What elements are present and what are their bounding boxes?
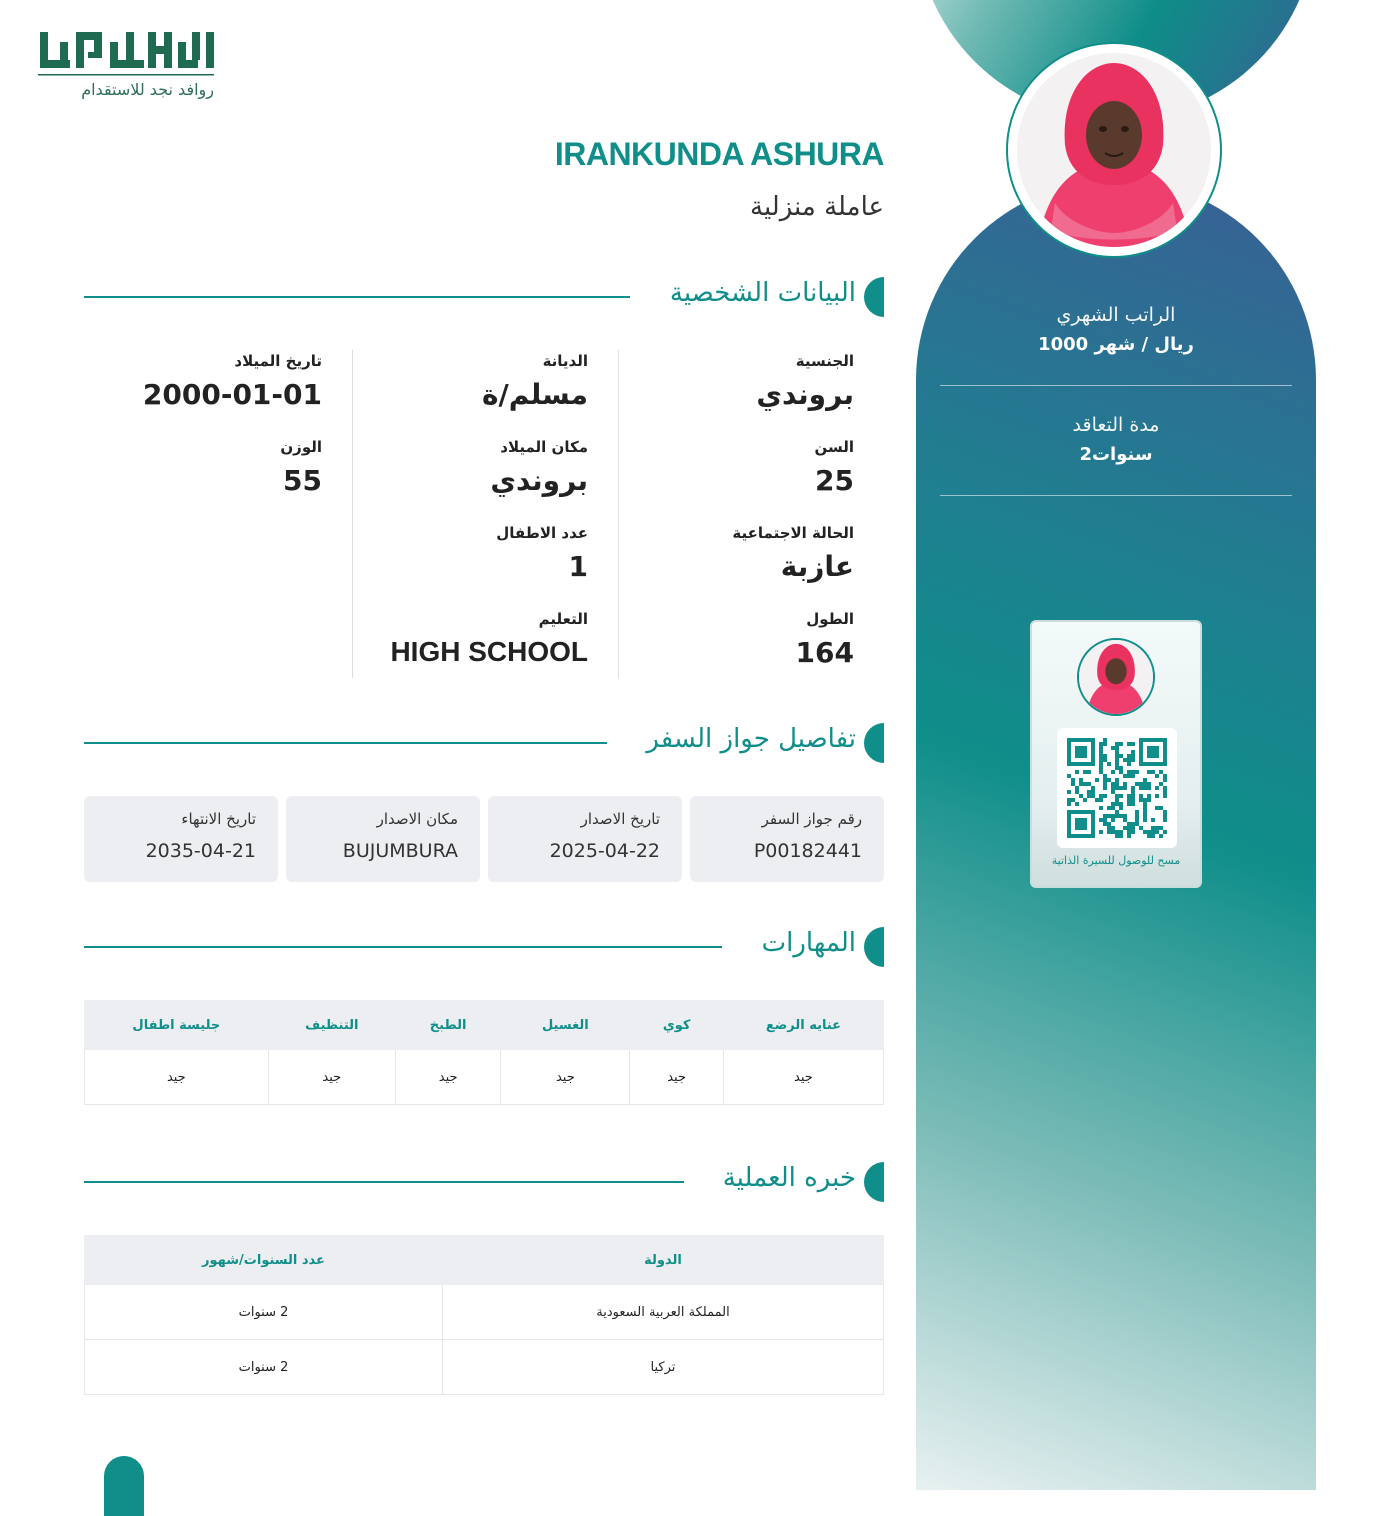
field-value: 2000-01-01: [142, 378, 322, 411]
section-experience-header: [84, 1161, 884, 1203]
salary-value: 1000 ريال / شهر: [1038, 334, 1194, 355]
field-value: بروندي: [490, 464, 588, 497]
skill-value: جيد: [395, 1050, 500, 1105]
experience-header: عدد السنوات/شهور: [85, 1236, 443, 1285]
passport-value: BUJUMBURA: [342, 840, 458, 862]
field-height: [604, 610, 854, 669]
profile-photo-frame: [1006, 42, 1222, 258]
passport-issue-date-card: [488, 796, 682, 882]
section-title: خبره العملية: [722, 1163, 856, 1193]
candidate-name: IRANKUNDA ASHURA: [554, 136, 884, 172]
field-weight: [72, 438, 322, 497]
section-title: البيانات الشخصية: [669, 278, 856, 308]
personal-column-3: [72, 352, 322, 552]
section-pill: [864, 1162, 884, 1202]
field-value: عازبة: [780, 550, 854, 583]
experience-country: تركيا: [442, 1340, 883, 1395]
section-personal-header: [84, 276, 884, 318]
contract-block: [940, 414, 1292, 465]
skill-header: الطبخ: [395, 1001, 500, 1050]
job-title: عاملة منزلية: [750, 192, 884, 222]
experience-header: الدولة: [442, 1236, 883, 1285]
passport-label: رقم جواز السفر: [761, 810, 862, 828]
skill-header: عنايه الرضع: [723, 1001, 883, 1050]
field-birthdate: [72, 352, 322, 411]
skill-header: التنظيف: [268, 1001, 395, 1050]
field-label: الطول: [806, 610, 854, 628]
skill-header: جليسة اطفال: [85, 1001, 269, 1050]
field-label: الوزن: [280, 438, 322, 456]
section-passport-header: [84, 722, 884, 764]
experience-table: [84, 1235, 884, 1395]
field-value: HIGH SCHOOL: [390, 636, 588, 667]
field-value: 25: [815, 464, 854, 497]
experience-country: المملكة العربية السعودية: [442, 1285, 883, 1340]
skill-header: الغسيل: [501, 1001, 630, 1050]
skill-value: جيد: [630, 1050, 723, 1105]
person-photo-icon: [1017, 53, 1211, 247]
contract-label: مدة التعاقد: [1072, 414, 1160, 436]
personal-column-1: [604, 352, 854, 682]
field-value: 164: [795, 636, 854, 669]
section-line: [84, 1181, 684, 1183]
field-value: بروندي: [756, 378, 854, 411]
field-label: تاريخ الميلاد: [234, 352, 322, 370]
experience-duration: 2 سنوات: [85, 1340, 443, 1395]
skill-header: كوي: [630, 1001, 723, 1050]
skills-table: [84, 1000, 884, 1105]
table-header-row: [85, 1236, 884, 1285]
skill-value: جيد: [85, 1050, 269, 1105]
section-skills-header: [84, 926, 884, 968]
section-line: [84, 296, 630, 298]
qr-code-graphic: [1057, 728, 1177, 848]
field-value: مسلم/ة: [482, 378, 588, 411]
passport-expiry-card: [84, 796, 278, 882]
field-label: السن: [814, 438, 854, 456]
column-divider: [352, 350, 353, 678]
field-label: عدد الاطفال: [496, 524, 588, 542]
skill-value: جيد: [501, 1050, 630, 1105]
person-photo-icon: [1079, 640, 1153, 714]
section-pill: [864, 927, 884, 967]
passport-label: تاريخ الاصدار: [580, 810, 660, 828]
passport-value: P00182441: [753, 840, 862, 862]
section-pill: [864, 723, 884, 763]
company-logo: [38, 28, 218, 104]
field-label: الجنسية: [795, 352, 854, 370]
passport-label: تاريخ الانتهاء: [181, 810, 256, 828]
qr-card[interactable]: [1030, 620, 1202, 888]
field-children: [338, 524, 588, 583]
field-label: الديانة: [542, 352, 588, 370]
sidebar-divider: [940, 495, 1292, 496]
table-header-row: [85, 1001, 884, 1050]
worker-photo: [1017, 53, 1211, 247]
decorative-pill: [104, 1456, 144, 1516]
passport-value: 2035-04-21: [145, 840, 256, 862]
field-label: مكان الميلاد: [500, 438, 588, 456]
qr-code-icon[interactable]: [1057, 728, 1177, 848]
skill-value: جيد: [268, 1050, 395, 1105]
contract-value: 2سنوات: [1079, 444, 1153, 465]
salary-label: الراتب الشهري: [1056, 304, 1176, 326]
passport-label: مكان الاصدار: [376, 810, 458, 828]
field-age: [604, 438, 854, 497]
section-line: [84, 742, 607, 744]
passport-number-card: [690, 796, 884, 882]
table-row: [85, 1285, 884, 1340]
section-title: المهارات: [761, 928, 856, 958]
passport-value: 2025-04-22: [549, 840, 660, 862]
section-title: تفاصيل جواز السفر: [646, 724, 856, 754]
skill-value: جيد: [723, 1050, 883, 1105]
experience-duration: 2 سنوات: [85, 1285, 443, 1340]
field-religion: [338, 352, 588, 411]
column-divider: [618, 350, 619, 678]
qr-caption: مسح للوصول للسيرة الذاتية: [1051, 854, 1181, 867]
table-row: [85, 1050, 884, 1105]
table-row: [85, 1340, 884, 1395]
logo-subtitle: روافد نجد للاستقدام: [81, 80, 214, 99]
field-label: التعليم: [538, 610, 588, 628]
section-pill: [864, 277, 884, 317]
field-nationality: [604, 352, 854, 411]
logo-mark-icon: [38, 28, 218, 78]
field-marital-status: [604, 524, 854, 583]
salary-block: [940, 304, 1292, 355]
field-value: 55: [283, 464, 322, 497]
personal-column-2: [338, 352, 588, 682]
qr-worker-photo: [1077, 638, 1155, 716]
sidebar: [916, 0, 1316, 1490]
field-value: 1: [568, 550, 588, 583]
field-birthplace: [338, 438, 588, 497]
field-label: الحالة الاجتماعية: [732, 524, 854, 542]
passport-issue-place-card: [286, 796, 480, 882]
sidebar-divider: [940, 385, 1292, 386]
field-education: [338, 610, 588, 668]
section-line: [84, 946, 722, 948]
